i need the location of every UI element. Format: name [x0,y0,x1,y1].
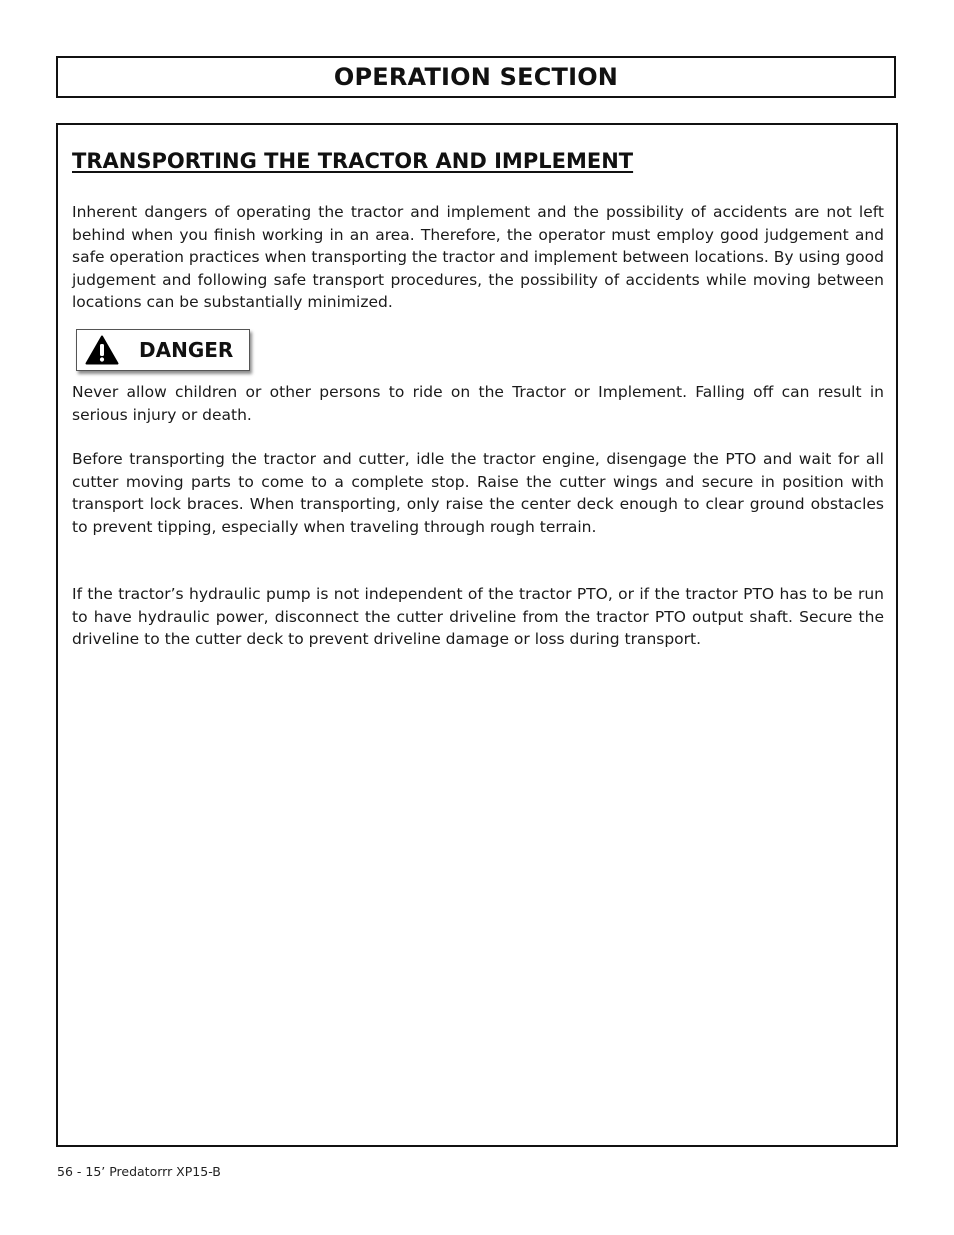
intro-paragraph: Inherent dangers of operating the tractor and implement and the possibility of accidents are not left behind when you finish working in an area. Therefore, the operator must employ good judgement and safe operation practices when transporting the tractor and implement between locations. By using good judgement and following safe transport procedures, the possibility of accidents while moving between locations can be substantially minimized. [72,203,884,311]
warning-triangle-icon [85,335,119,365]
danger-text: DANGER [139,338,234,362]
content-box [56,123,898,1147]
danger-label [76,329,250,371]
before-transport-paragraph: Before transporting the tractor and cutter, idle the tractor engine, disengage the PTO and wait for all cutter moving parts to come to a complete stop. Raise the cutter wings and secure in position with transport lock braces. When transporting, only raise the center deck enough to clear ground obstacles to prevent tipping, especially when traveling through rough terrain. [72,450,884,536]
riders-paragraph: Never allow children or other persons to ride on the Tractor or Implement. Falling off can result in serious injury or death. [72,383,884,424]
section-header [56,56,896,98]
page-footer: 56 - 15’ Predatorrr XP15-B [57,1164,221,1179]
topic-title: TRANSPORTING THE TRACTOR AND IMPLEMENT [72,149,634,173]
hydraulic-paragraph: If the tractor’s hydraulic pump is not independent of the tractor PTO, or if the tractor PTO has to be run to have hydraulic power, disconnect the cutter driveline from the tractor PTO output shaft. Secure the driveline to the cutter deck to prevent driveline damage or loss during transport. [72,585,884,648]
section-title: OPERATION SECTION [333,63,619,91]
